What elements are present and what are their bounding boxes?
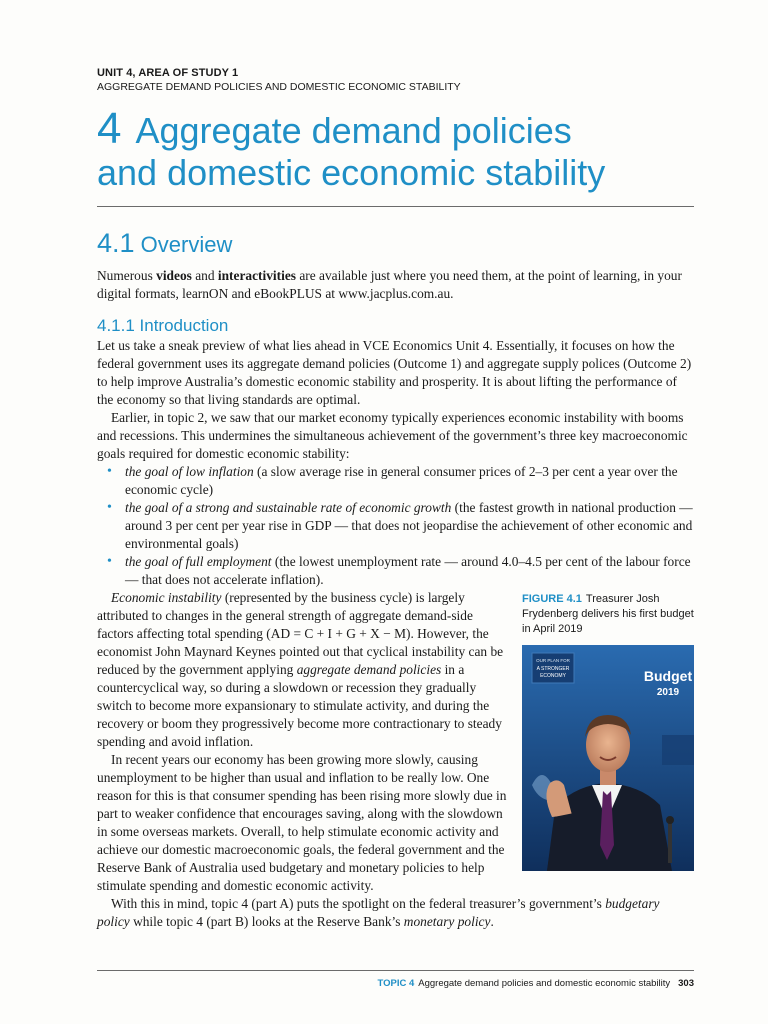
chapter-title <box>97 104 694 194</box>
subsection-heading-introduction: 4.1.1 Introduction <box>97 316 229 335</box>
figure-4-1 <box>522 592 694 871</box>
page-number: 303 <box>678 978 694 989</box>
budget-year: 2019 <box>656 687 680 698</box>
goal-description: (a slow average rise in general consumer prices of 2–3 per cent a year over the economic cycle) <box>125 464 678 497</box>
chapter-number: 4 <box>97 104 122 153</box>
paragraph-text: in a countercyclical way, so during a slowdown or recession they gradually switch to become more expansionary to stimulate activity, and during the recovery or boom they progressively become more contractionary to steady spending and avoid inflation. <box>97 662 502 749</box>
sign-text: A STRONGER <box>536 666 570 672</box>
term-monetary-policy: monetary policy <box>403 914 491 929</box>
goal-term: the goal of a strong and sustainable rate of economic growth <box>125 500 452 515</box>
intro-paragraph-2: Earlier, in topic 2, we saw that our market economy typically experiences economic instability with booms and recessions. This undermines the simultaneous achievement of the government’s three key macroeconomic goals required for domestic economic stability: <box>97 410 688 461</box>
overview-text: Numerous <box>97 268 157 283</box>
term-aggregate-demand-policies: aggregate demand policies <box>296 662 442 677</box>
chapter-title-line2: and domestic economic stability <box>97 152 606 193</box>
budget-word: Budget <box>643 668 693 684</box>
treasurer-photo-illustration <box>522 645 694 871</box>
list-item <box>107 463 694 499</box>
chapter-title-line1: Aggregate demand policies <box>135 110 572 151</box>
intro-paragraph-1: Let us take a sneak preview of what lies ahead in VCE Economics Unit 4. Essentially, it focuses on how the federal government uses its aggregate demand policies (Outcome 1) and aggregate supply polices (Outcome 2) to help improve Australia’s domestic economic stability and prosperity. It is about lifting the performance of the economy so that living standards are optimal. <box>97 338 692 407</box>
section-title: Overview <box>140 232 233 257</box>
list-item <box>107 499 694 553</box>
paragraph-text: (represented by the business cycle) is largely attributed to changes in the general strength of aggregate demand-side factors affecting total spending (AD = C + I + G + X − M). However, the economist John Maynard Keynes pointed out that cyclical instability can be reduced by the government applying <box>97 590 504 677</box>
area-of-study-subtitle: AGGREGATE DEMAND POLICIES AND DOMESTIC ECONOMIC STABILITY <box>97 81 461 93</box>
intro-paragraph-3 <box>97 589 507 751</box>
goal-description: (the lowest unemployment rate — around 4.0–4.5 per cent of the labour force — that does not accelerate inflation). <box>125 554 691 587</box>
intro-paragraph-5 <box>97 895 694 931</box>
overview-text: are available just where you need them, at the point of learning, in your digital formats, learnON and eBookPLUS at www.jacplus.com.au. <box>97 268 682 301</box>
footer-divider <box>97 970 694 971</box>
bullet-icon: • <box>107 554 112 569</box>
goal-description: (the fastest growth in national production — around 3 per cent per year rise in GDP — that does not jeopardise the achievement of other economic and environmental goals) <box>125 500 693 551</box>
left-column <box>97 589 507 895</box>
figure-caption-text: Treasurer Josh Frydenberg delivers his first budget in April 2019 <box>522 593 694 635</box>
overview-text: and <box>191 268 218 283</box>
sign-text: ECONOMY <box>540 673 566 679</box>
paragraph-text: . <box>490 914 494 929</box>
figure-caption <box>522 592 694 637</box>
two-column-block <box>97 589 694 895</box>
intro-paragraph-4: In recent years our economy has been growing more slowly, causing unemployment to be higher than usual and inflation to be really low. One reason for this is that consumer spending has been rising more slowly due in part to weaker confidence that encourages saving, along with the slowdown in some overseas markets. Overall, to help stimulate economic activity and achieve our domestic macroeconomic goals, the federal government and the Reserve Bank of Australia used budgetary and monetary policies to help stimulate spending and domestic economic activity. <box>97 752 507 893</box>
section-number: 4.1 <box>97 228 135 258</box>
paragraph-text: while topic 4 (part B) looks at the Reserve Bank’s <box>129 914 404 929</box>
list-item <box>107 553 694 589</box>
interactivities-term: interactivities <box>217 268 296 283</box>
footer-topic: TOPIC 4 <box>377 978 415 989</box>
goals-list <box>97 463 694 589</box>
page-footer <box>97 978 694 989</box>
photo-treasurer <box>522 645 694 871</box>
sign-text: OUR PLAN FOR <box>536 658 570 663</box>
goal-term: the goal of full employment <box>125 554 272 569</box>
term-budgetary-policy: budgetary policy <box>97 896 660 929</box>
bullet-icon: • <box>107 500 112 515</box>
bullet-icon: • <box>107 464 112 479</box>
goal-term: the goal of low inflation <box>125 464 254 479</box>
chapter-divider <box>97 206 694 207</box>
paragraph-text: With this in mind, topic 4 (part A) puts the spotlight on the federal treasurer’s government’s <box>111 896 606 911</box>
unit-label: UNIT 4, AREA OF STUDY 1 <box>97 67 239 79</box>
overview-paragraph <box>97 267 694 303</box>
section-heading-overview <box>97 229 694 259</box>
footer-title: Aggregate demand policies and domestic economic stability <box>418 978 671 989</box>
term-economic-instability: Economic instability <box>111 590 222 605</box>
page-content <box>97 66 694 931</box>
videos-term: videos <box>156 268 192 283</box>
figure-label: FIGURE 4.1 <box>522 593 582 605</box>
